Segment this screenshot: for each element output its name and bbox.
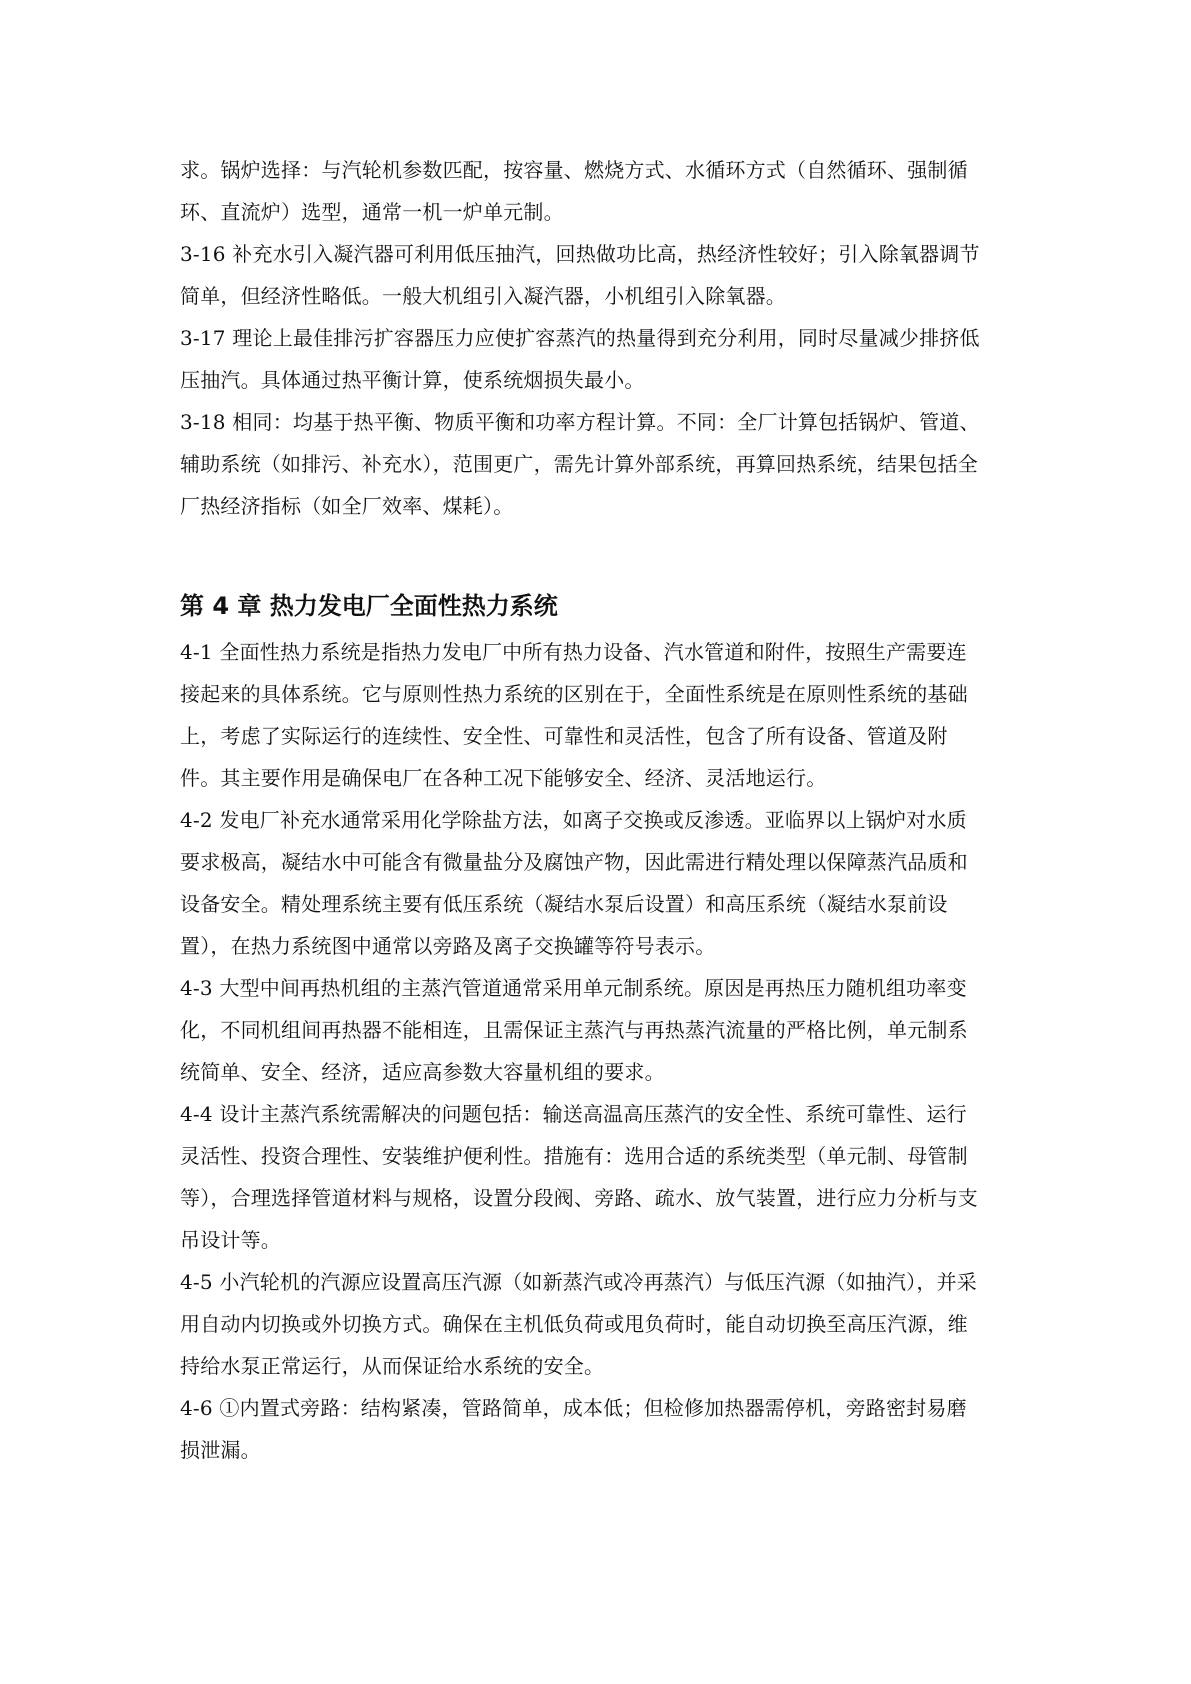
text-line: 求。锅炉选择：与汽轮机参数匹配，按容量、燃烧方式、水循环方式（自然循环、强制循: [180, 158, 968, 182]
text-line: 3-18 相同：均基于热平衡、物质平衡和功率方程计算。不同：全厂计算包括锅炉、管道、: [180, 410, 980, 434]
text-line: 损泄漏。: [180, 1438, 261, 1462]
text-line: 件。其主要作用是确保电厂在各种工况下能够安全、经济、灵活地运行。: [180, 766, 827, 790]
text-line: 持给水泵正常运行，从而保证给水系统的安全。: [180, 1354, 605, 1378]
text-line: 等），合理选择管道材料与规格，设置分段阀、旁路、疏水、放气装置，进行应力分析与支: [180, 1186, 978, 1210]
text-line: 上，考虑了实际运行的连续性、安全性、可靠性和灵活性，包含了所有设备、管道及附: [180, 724, 948, 748]
text-line: 4-2 发电厂补充水通常采用化学除盐方法，如离子交换或反渗透。亚临界以上锅炉对水质: [180, 808, 967, 832]
text-line: 灵活性、投资合理性、安装维护便利性。措施有：选用合适的系统类型（单元制、母管制: [180, 1144, 968, 1168]
text-line: 3-16 补充水引入凝汽器可利用低压抽汽，回热做功比高，热经济性较好；引入除氧器调节: [180, 242, 980, 266]
text-line: 化，不同机组间再热器不能相连，且需保证主蒸汽与再热蒸汽流量的严格比例，单元制系: [180, 1018, 968, 1042]
text-line: 辅助系统（如排污、补充水），范围更广，需先计算外部系统，再算回热系统，结果包括全: [180, 452, 978, 476]
text-line: 4-5 小汽轮机的汽源应设置高压汽源（如新蒸汽或冷再蒸汽）与低压汽源（如抽汽），并采: [180, 1270, 977, 1294]
text-line: 设备安全。精处理系统主要有低压系统（凝结水泵后设置）和高压系统（凝结水泵前设: [180, 892, 948, 916]
text-line: 3-17 理论上最佳排污扩容器压力应使扩容蒸汽的热量得到充分利用，同时尽量减少排挤低: [180, 326, 980, 350]
text-line: 4-3 大型中间再热机组的主蒸汽管道通常采用单元制系统。原因是再热压力随机组功率变: [180, 976, 967, 1000]
chapter-heading: 第 4 章 热力发电厂全面性热力系统: [180, 592, 558, 620]
text-line: 用自动内切换或外切换方式。确保在主机低负荷或甩负荷时，能自动切换至高压汽源，维: [180, 1312, 968, 1336]
text-line: 要求极高，凝结水中可能含有微量盐分及腐蚀产物，因此需进行精处理以保障蒸汽品质和: [180, 850, 968, 874]
text-line: 置），在热力系统图中通常以旁路及离子交换罐等符号表示。: [180, 934, 716, 958]
text-line: 4-1 全面性热力系统是指热力发电厂中所有热力设备、汽水管道和附件，按照生产需要连: [180, 640, 967, 664]
text-line: 吊设计等。: [180, 1228, 281, 1252]
text-line: 简单，但经济性略低。一般大机组引入凝汽器，小机组引入除氧器。: [180, 284, 786, 308]
text-line: 4-4 设计主蒸汽系统需解决的问题包括：输送高温高压蒸汽的安全性、系统可靠性、运行: [180, 1102, 967, 1126]
text-line: 4-6 ①内置式旁路：结构紧凑，管路简单，成本低；但检修加热器需停机，旁路密封易磨: [180, 1396, 967, 1420]
text-line: 厂热经济指标（如全厂效率、煤耗）。: [180, 494, 514, 518]
text-line: 压抽汽。具体通过热平衡计算，使系统烟损失最小。: [180, 368, 645, 392]
text-line: 接起来的具体系统。它与原则性热力系统的区别在于，全面性系统是在原则性系统的基础: [180, 682, 968, 706]
text-line: 统简单、安全、经济，适应高参数大容量机组的要求。: [180, 1060, 665, 1084]
text-line: 环、直流炉）选型，通常一机一炉单元制。: [180, 200, 564, 224]
